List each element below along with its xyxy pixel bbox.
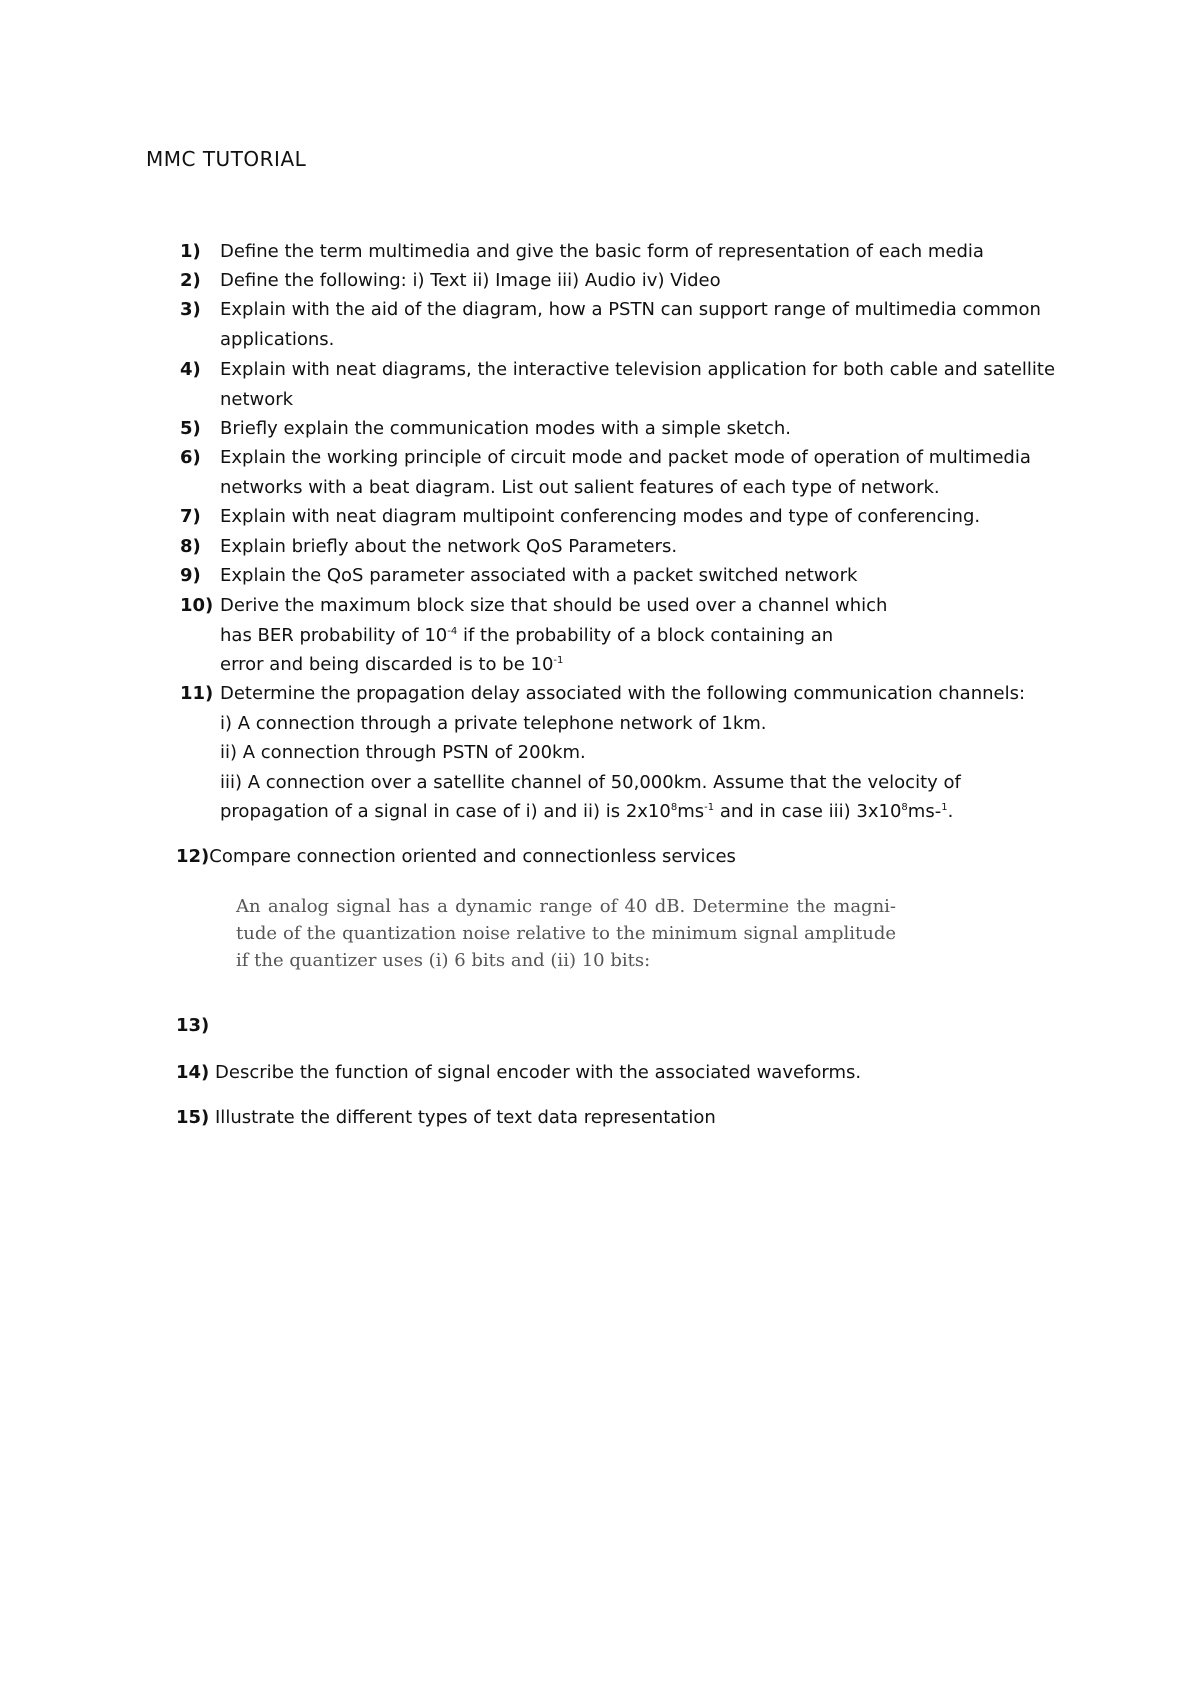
question-text [220, 679, 1080, 827]
inset-paragraph: An analog signal has a dynamic range of 40 dB. Determine the magni-tude of the quantization noise relative to the minimum signal amplitude if the quantizer uses (i) 6 bits and (ii) 10 bits: [236, 896, 896, 971]
question-line: has BER probability of $10^{-4}$ if the probability of a block containing an [220, 624, 834, 646]
question-7 [180, 502, 1080, 532]
question-text: Compare connection oriented and connectionless services [209, 846, 736, 867]
question-9 [180, 561, 1080, 591]
question-text [220, 591, 1080, 680]
question-line: iii) A connection over a satellite channel of 50,000km. Assume that the velocity of [220, 771, 961, 793]
question-1 [180, 237, 1080, 267]
question-text: Explain with the aid of the diagram, how a PSTN can support range of multimedia common applications. [220, 299, 1041, 350]
exponent: -1 [553, 655, 564, 666]
question-number: 15) [176, 1107, 210, 1128]
question-line: i) A connection through a private telephone network of 1km. [220, 712, 767, 734]
exponent: -4 [447, 625, 458, 637]
question-text: Explain the working principle of circuit mode and packet mode of operation of multimedia networks with a beat diagram. List out salient features of each type of network. [220, 447, 1031, 498]
question-line: ii) A connection through PSTN of 200km. [220, 742, 586, 763]
question-number: 1) [180, 241, 201, 262]
question-number: 7) [180, 506, 201, 527]
question-number: 6) [180, 447, 201, 468]
question-text: Explain with neat diagram multipoint conferencing modes and type of conferencing. [220, 506, 981, 527]
question-12 [176, 842, 736, 871]
question-text: Describe the function of signal encoder with the associated waveforms. [209, 1062, 862, 1083]
question-text: Illustrate the different types of text data representation [209, 1107, 716, 1128]
question-11 [180, 679, 1080, 827]
question-number: 5) [180, 418, 201, 439]
question-number: 8) [180, 536, 201, 557]
question-number: 11) [180, 683, 214, 704]
question-number: 4) [180, 359, 201, 380]
exponent: -1 [704, 802, 715, 813]
exponent: 8 [901, 802, 908, 813]
question-line: Determine the propagation delay associated with the following communication channels: [220, 683, 1026, 704]
question-line: Derive the maximum block size that should be used over a channel which [220, 595, 888, 616]
exponent: 1 [941, 802, 948, 813]
exponent: 8 [670, 802, 678, 813]
question-text: Briefly explain the communication modes with a simple sketch. [220, 418, 791, 439]
page-title: MMC TUTORIAL [146, 147, 307, 171]
question-15 [176, 1103, 716, 1132]
question-number: 12) [176, 846, 210, 867]
question-6 [180, 443, 1080, 502]
question-14 [176, 1058, 861, 1087]
question-10 [180, 591, 1080, 680]
question-number: 3) [180, 299, 201, 320]
question-5 [180, 414, 1080, 444]
question-text: Define the following: i) Text ii) Image iii) Audio iv) Video [220, 270, 721, 291]
question-line: error and being discarded is to be $10^{-1}$ [220, 654, 564, 675]
question-number: 10) [180, 595, 214, 616]
question-13 [176, 1011, 209, 1040]
question-line: propagation of a signal in case of i) and ii) is $2x10^8ms^{-1}$ and in case iii) $3x10^8ms-^1$. [220, 801, 954, 822]
question-4 [180, 355, 1080, 414]
question-text: Explain briefly about the network QoS Parameters. [220, 536, 678, 557]
question-text: Explain the QoS parameter associated with a packet switched network [220, 565, 858, 586]
question-number: 2) [180, 270, 201, 291]
question-number: 14) [176, 1062, 210, 1083]
question-number: 13) [176, 1015, 210, 1036]
question-text: Explain with neat diagrams, the interactive television application for both cable and satellite network [220, 359, 1056, 410]
question-3 [180, 295, 1080, 354]
question-image-text [236, 893, 896, 974]
question-number: 9) [180, 565, 201, 586]
question-8 [180, 532, 1080, 562]
question-2 [180, 266, 1080, 296]
question-text: Define the term multimedia and give the basic form of representation of each media [220, 241, 984, 262]
